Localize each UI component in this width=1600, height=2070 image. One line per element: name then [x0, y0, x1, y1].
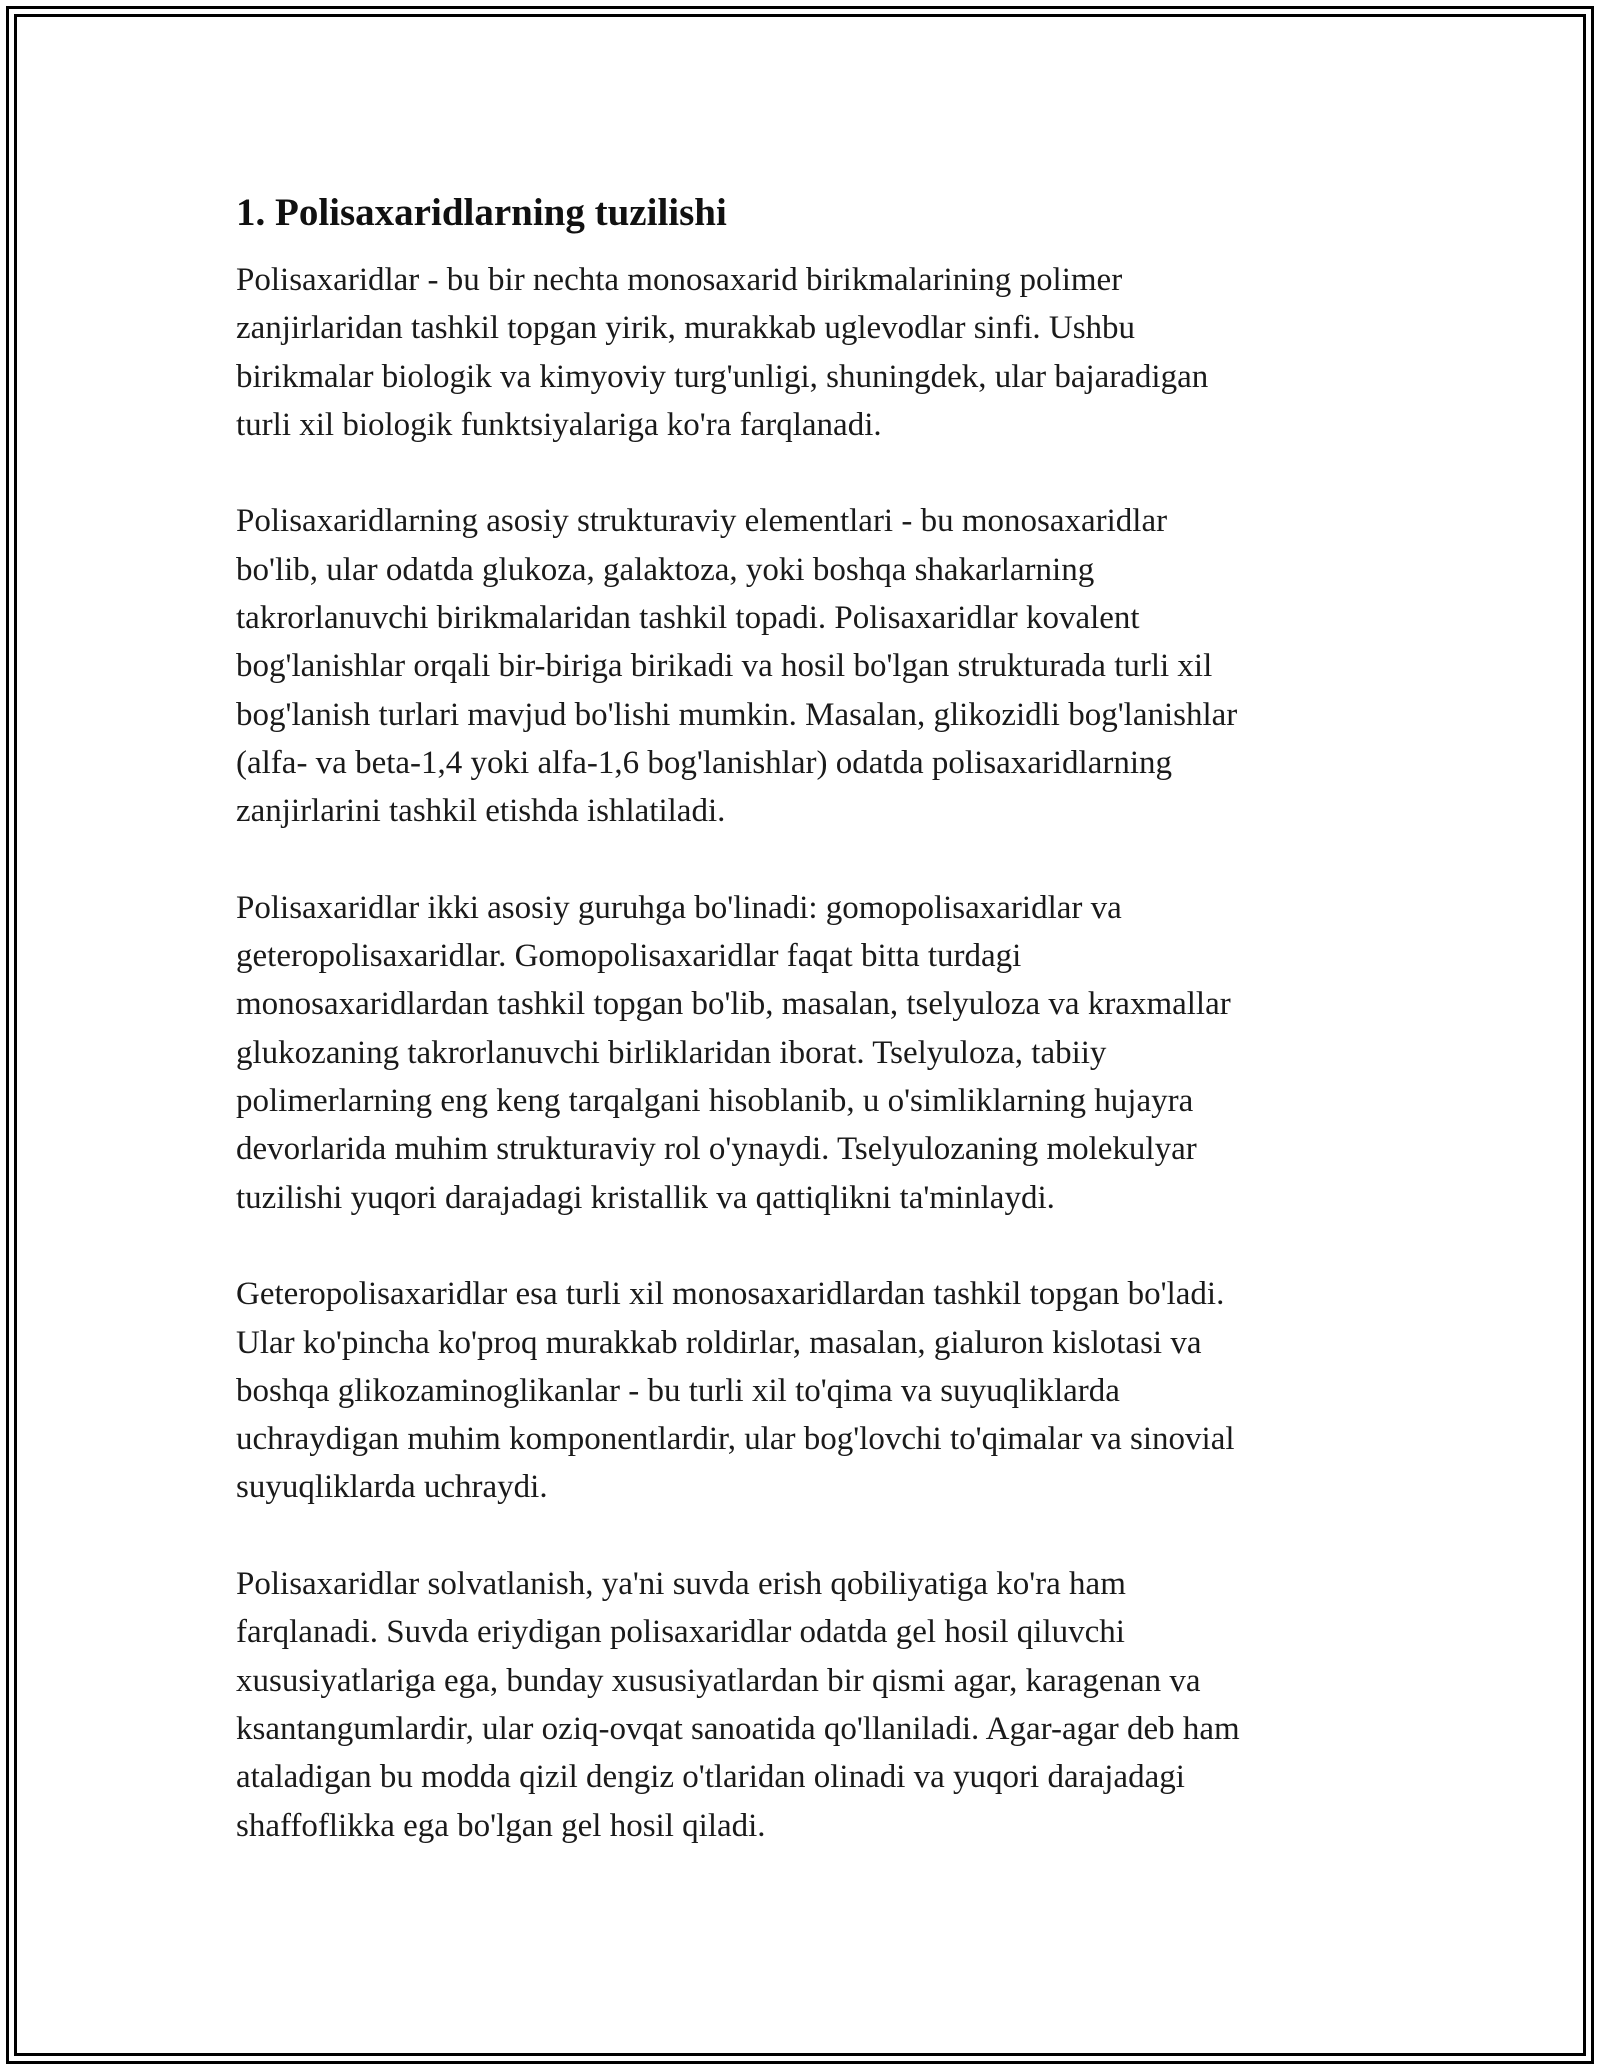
- text-line: farqlanadi. Suvda eriydigan polisaxaridlar odatda gel hosil qiluvchi: [236, 1614, 1125, 1651]
- text-line: tuzilishi yuqori darajadagi kristallik va qattiqlikni ta'minlaydi.: [236, 1179, 1055, 1216]
- section-heading: 1. Polisaxaridlarning tuzilishi: [236, 191, 727, 234]
- text-line: ataladigan bu modda qizil dengiz o'tlaridan olinadi va yuqori darajadagi: [236, 1759, 1185, 1796]
- paragraph-4: [236, 1270, 1376, 1511]
- text-line: uchraydigan muhim komponentlardir, ular bog'lovchi to'qimalar va sinovial: [236, 1421, 1235, 1458]
- text-line: zanjirlarini tashkil etishda ishlatiladi.: [236, 793, 726, 830]
- text-line: boshqa glikozaminoglikanlar - bu turli xil to'qima va suyuqliklarda: [236, 1372, 1120, 1409]
- text-line: ksantangumlardir, ular oziq-ovqat sanoatida qo'llaniladi. Agar-agar deb ham: [236, 1710, 1240, 1747]
- text-line: xususiyatlariga ega, bunday xususiyatlardan bir qismi agar, karagenan va: [236, 1662, 1201, 1699]
- text-line: bog'lanish turlari mavjud bo'lishi mumkin. Masalan, glikozidli bog'lanishlar: [236, 696, 1238, 733]
- text-line: Geteropolisaxaridlar esa turli xil monosaxaridlardan tashkil topgan bo'ladi.: [236, 1276, 1225, 1313]
- text-line: bog'lanishlar orqali bir-biriga birikadi va hosil bo'lgan strukturada turli xil: [236, 648, 1213, 685]
- paragraph-2: [236, 497, 1376, 835]
- text-line: Polisaxaridlar ikki asosiy guruhga bo'linadi: gomopolisaxaridlar va: [236, 889, 1122, 926]
- text-line: bo'lib, ular odatda glukoza, galaktoza, yoki boshqa shakarlarning: [236, 551, 1095, 588]
- paragraph-3: [236, 884, 1376, 1222]
- text-line: turli xil biologik funktsiyalariga ko'ra farqlanadi.: [236, 406, 882, 443]
- text-line: Ular ko'pincha ko'proq murakkab roldirlar, masalan, gialuron kislotasi va: [236, 1324, 1202, 1361]
- text-line: shaffoflikka ega bo'lgan gel hosil qiladi.: [236, 1807, 766, 1844]
- text-line: Polisaxaridlar solvatlanish, ya'ni suvda erish qobiliyatiga ko'ra ham: [236, 1566, 1126, 1603]
- paragraph-1: [236, 256, 1376, 449]
- text-line: Polisaxaridlarning asosiy strukturaviy elementlari - bu monosaxaridlar: [236, 503, 1168, 540]
- text-line: zanjirlaridan tashkil topgan yirik, murakkab uglevodlar sinfi. Ushbu: [236, 310, 1136, 347]
- text-line: glukozaning takrorlanuvchi birliklaridan iborat. Tselyuloza, tabiiy: [236, 1034, 1107, 1071]
- text-line: (alfa- va beta-1,4 yoki alfa-1,6 bog'lanishlar) odatda polisaxaridlarning: [236, 744, 1173, 781]
- text-line: polimerlarning eng keng tarqalgani hisoblanib, u o'simliklarning hujayra: [236, 1083, 1194, 1120]
- document-body: [236, 188, 1376, 1898]
- text-line: takrorlanuvchi birikmalaridan tashkil topadi. Polisaxaridlar kovalent: [236, 600, 1140, 637]
- paragraph-5: [236, 1560, 1376, 1850]
- text-line: birikmalar biologik va kimyoviy turg'unligi, shuningdek, ular bajaradigan: [236, 358, 1209, 395]
- text-line: devorlarida muhim strukturaviy rol o'ynaydi. Tselyulozaning molekulyar: [236, 1131, 1197, 1168]
- text-line: suyuqliklarda uchraydi.: [236, 1469, 548, 1506]
- text-line: monosaxaridlardan tashkil topgan bo'lib, masalan, tselyuloza va kraxmallar: [236, 986, 1231, 1023]
- text-line: Polisaxaridlar - bu bir nechta monosaxarid birikmalarining polimer: [236, 262, 1123, 298]
- text-line: geteropolisaxaridlar. Gomopolisaxaridlar faqat bitta turdagi: [236, 938, 1022, 975]
